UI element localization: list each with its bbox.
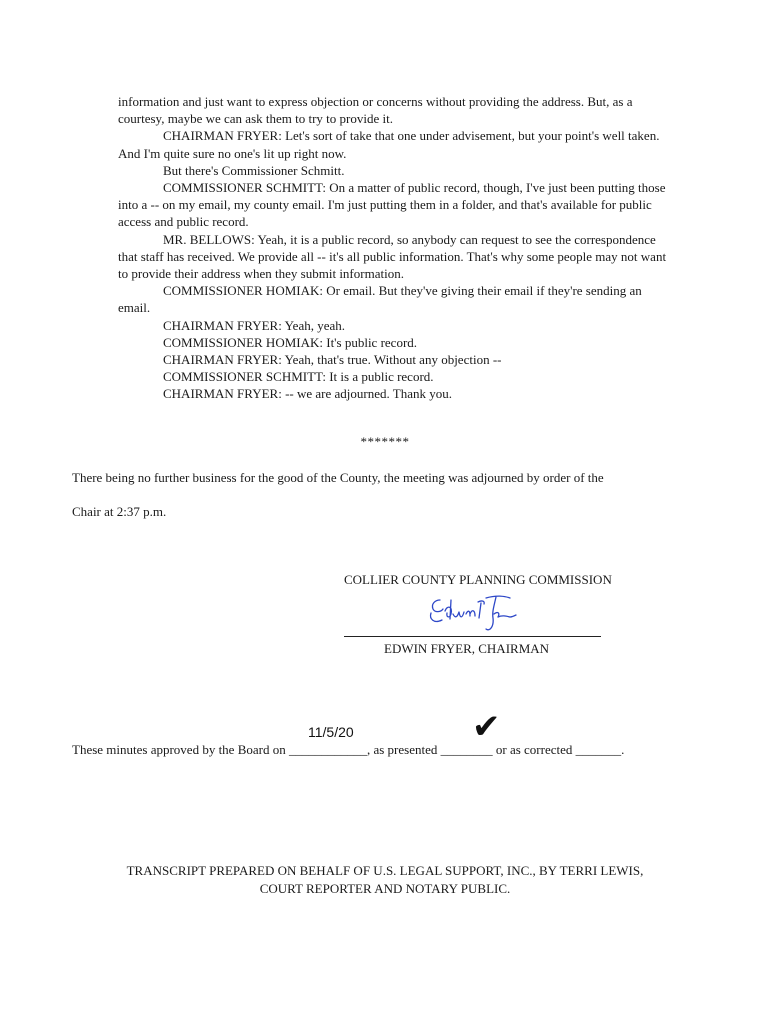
transcript-paragraph: CHAIRMAN FRYER: Yeah, that's true. Without any objection -- [163, 352, 502, 368]
transcript-paragraph: CHAIRMAN FRYER: Let's sort of take that one under advisement, but your point's well taken. And I'm quite sure no one's lit up right now. [118, 128, 660, 161]
transcript-paragraph: COMMISSIONER SCHMITT: It is a public record. [163, 369, 434, 385]
transcript-paragraph: information and just want to express objection or concerns without providing the address. But, as a courtesy, maybe we can ask them to try to provide it. [118, 94, 633, 127]
transcript-paragraph: COMMISSIONER HOMIAK: It's public record. [163, 334, 418, 350]
transcript-paragraph: COMMISSIONER HOMIAK: Or email. But they've giving their email if they're sending an email. [118, 283, 642, 316]
transcript-paragraph: CHAIRMAN FRYER: Yeah, yeah. [163, 317, 346, 333]
transcript-paragraph: COMMISSIONER SCHMITT: On a matter of public record, though, I've just been putting those into a -- on my email, my county email. I'm just putting them in a folder, and that's available for public access and public record. [118, 180, 666, 230]
footer-line-1: TRANSCRIPT PREPARED ON BEHALF OF U.S. LEGAL SUPPORT, INC., BY TERRI LEWIS, [126, 863, 644, 878]
transcript-paragraph: But there's Commissioner Schmitt. [163, 162, 345, 178]
transcript-paragraph: CHAIRMAN FRYER: -- we are adjourned. Thank you. [163, 386, 452, 402]
checkmark-icon: ✔ [472, 707, 501, 747]
approval-statement: These minutes approved by the Board on ____________, as presented ________ or as corrected _______. [72, 742, 625, 757]
transcript-paragraph: MR. BELLOWS: Yeah, it is a public record, so anybody can request to see the correspondence that staff has received. We provide all -- it's all public information. That's why some people may not want to provide their address when they submit information. [118, 231, 667, 282]
signature-block [344, 572, 634, 656]
section-separator: ******* [360, 434, 410, 449]
handwritten-signature-icon [426, 588, 526, 638]
closing-statement-line-1: There being no further business for the good of the County, the meeting was adjourned by order of the [72, 470, 604, 485]
footer-line-2: COURT REPORTER AND NOTARY PUBLIC. [259, 880, 511, 896]
transcript-body [118, 93, 668, 403]
transcript-footer [0, 862, 770, 897]
signature-line [344, 636, 601, 637]
approval-date: 11/5/20 [308, 724, 354, 740]
chairman-name: EDWIN FRYER, CHAIRMAN [384, 641, 550, 656]
closing-statement-line-2: Chair at 2:37 p.m. [72, 504, 167, 519]
commission-name: COLLIER COUNTY PLANNING COMMISSION [344, 572, 612, 587]
